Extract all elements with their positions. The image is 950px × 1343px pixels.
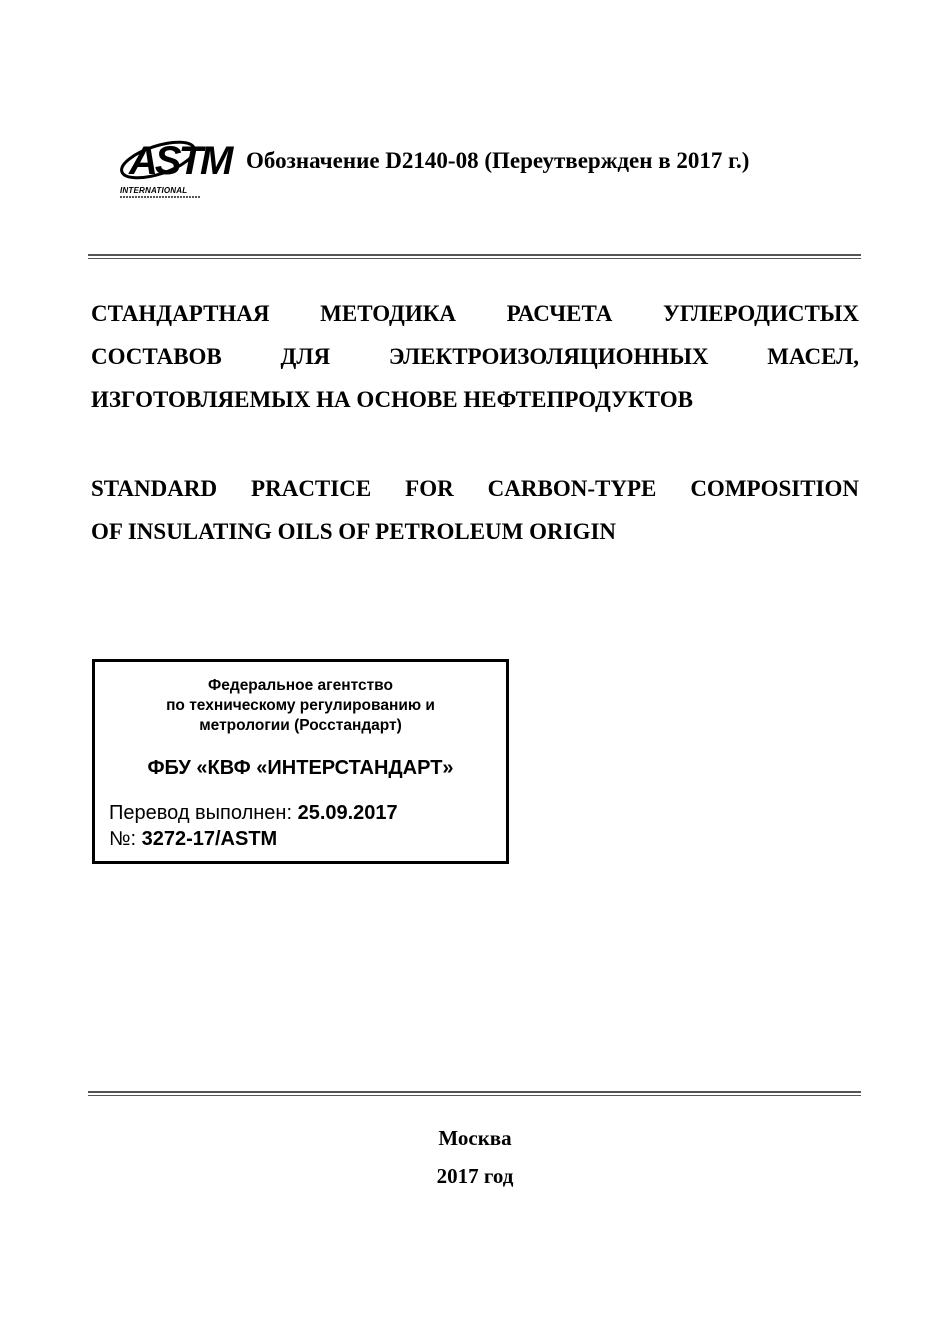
astm-logo-icon: [116, 128, 231, 188]
translation-stamp: [92, 659, 509, 864]
translation-date-value: 25.09.2017: [297, 802, 398, 824]
designation-title: Обозначение D2140-08 (Переутвержден в 2017 г.): [246, 148, 750, 173]
stamp-agency: [95, 676, 506, 736]
logo-subtitle: INTERNATIONAL: [120, 186, 188, 195]
svg-text:ASTM: ASTM: [129, 139, 231, 183]
stamp-agency-line-3: метрологии (Росстандарт): [199, 717, 402, 734]
stamp-organization: ФБУ «КВФ «ИНТЕРСТАНДАРТ»: [147, 757, 454, 779]
footer-city: Москва: [438, 1126, 512, 1150]
bottom-divider: [88, 1091, 861, 1096]
stamp-agency-line-2: по техническому регулированию и: [166, 697, 435, 714]
stamp-agency-line-1: Федеральное агентство: [208, 677, 393, 694]
title-en-line-2: OF INSULATING OILS OF PETROLEUM ORIGIN: [91, 519, 617, 544]
stamp-number-row: [109, 828, 277, 851]
title-russian: [91, 292, 859, 421]
translation-date-label: Перевод выполнен:: [109, 802, 298, 824]
stamp-translation-date-row: [109, 802, 398, 825]
logo-fine-print: [120, 196, 200, 198]
top-divider: [88, 254, 861, 259]
title-ru-line-1: СТАНДАРТНАЯ МЕТОДИКА РАСЧЕТА УГЛЕРОДИСТЫХ: [91, 301, 859, 326]
number-value: 3272-17/ASTM: [141, 828, 278, 850]
number-label: №:: [109, 828, 142, 850]
title-english: [91, 467, 859, 553]
title-ru-line-2: СОСТАВОВ ДЛЯ ЭЛЕКТРОИЗОЛЯЦИОННЫХ МАСЕЛ,: [91, 344, 859, 369]
footer-year: 2017 год: [436, 1164, 514, 1188]
title-en-line-1: STANDARD PRACTICE FOR CARBON-TYPE COMPOSITION: [91, 476, 859, 501]
title-ru-line-3: ИЗГОТОВЛЯЕМЫХ НА ОСНОВЕ НЕФТЕПРОДУКТОВ: [91, 387, 693, 412]
